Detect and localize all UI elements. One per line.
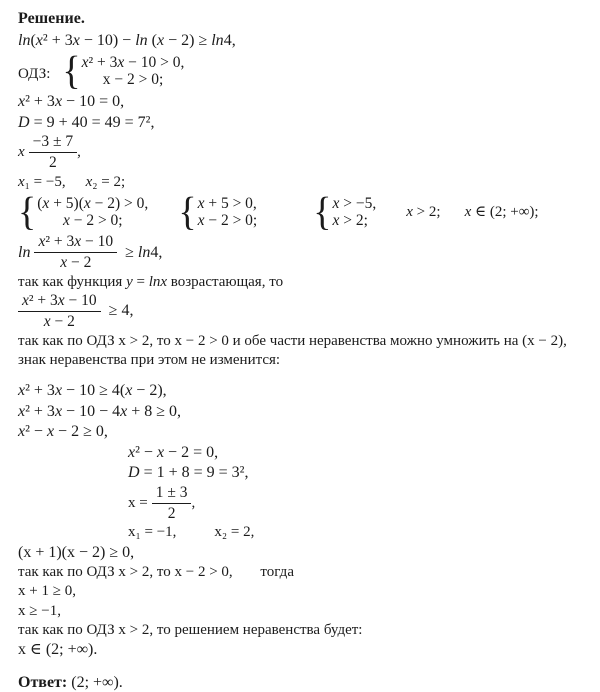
eq-initial: ln(x² + 3x − 10) − ln (x − 2) ≥ ln4,	[18, 31, 236, 49]
fraction-denominator: x − 2	[43, 312, 75, 330]
fraction-numerator: x² + 3x − 10	[34, 233, 117, 253]
frac-pre: x	[18, 144, 25, 161]
text-monotone	[18, 273, 596, 291]
fraction	[34, 233, 117, 272]
fraction-denominator: 2	[49, 153, 57, 171]
systems-row	[18, 189, 596, 235]
eq-lin1: x + 1 ≥ 0,	[18, 583, 76, 600]
eq-roots1-frac	[18, 133, 596, 172]
sysB-row2: x − 2 > 0;	[197, 211, 258, 229]
left-brace: {	[62, 48, 81, 94]
root-x1: x₁ = −5,	[18, 173, 66, 190]
root-x2: x₂ = 2,	[214, 524, 255, 541]
eq-ineq2: x² + 3x − 10 − 4x + 8 ≥ 0,	[18, 402, 182, 420]
text-multiply-2: знак неравенства при этом не изменится:	[18, 351, 281, 368]
eq-ln-fraction	[18, 233, 596, 272]
text-odz-then	[18, 563, 596, 581]
frac-post: ,	[77, 144, 81, 161]
fraction	[18, 292, 101, 331]
eq-quad2: x² − x − 2 = 0,	[128, 443, 219, 461]
text-part: так как функция	[18, 273, 127, 290]
answer-value: (2; +∞).	[71, 673, 123, 691]
fraction-numerator: x² + 3x − 10	[18, 292, 101, 312]
solution-heading: Решение.	[18, 10, 85, 27]
text-part: так как по ОДЗ x > 2, то x − 2 > 0,	[18, 564, 233, 581]
frac-pre: x =	[128, 494, 148, 511]
conclusion-inequality: x > 2;	[406, 203, 441, 220]
answer-line	[18, 673, 596, 692]
left-brace: {	[313, 189, 332, 235]
math-part: y = lnx	[126, 273, 168, 290]
eq-fraction-ge4	[18, 292, 596, 331]
root-x1: x₁ = −1,	[128, 524, 177, 541]
fraction-numerator: −3 ± 7	[29, 133, 78, 153]
eq-lin2: x ≥ −1,	[18, 602, 61, 619]
system-linear	[178, 189, 258, 235]
fraction-denominator: x − 2	[60, 253, 92, 271]
eq-disc2: D = 1 + 8 = 9 = 3²,	[128, 464, 249, 482]
eq-disc1: D = 9 + 40 = 49 = 7²,	[18, 113, 155, 131]
fraction	[29, 133, 78, 172]
sysC-row2: x > 2;	[332, 211, 368, 229]
eq-roots2-frac	[128, 484, 596, 523]
left-brace: {	[18, 189, 37, 235]
fraction	[152, 484, 192, 523]
fraction-denominator: 2	[167, 504, 176, 522]
sysA-row2: x − 2 > 0;	[62, 211, 123, 229]
system-simplified	[313, 189, 377, 235]
sysC-row1: x > −5,	[332, 194, 377, 212]
eq-roots1	[18, 173, 596, 191]
sysA-row1: (x + 5)(x − 2) > 0,	[37, 194, 149, 212]
text-multiply-1: так как по ОДЗ x > 2, то x − 2 > 0 и обе части неравенства можно умножить на (x − 2),	[18, 332, 567, 349]
text-part: возрастающая, то	[167, 273, 284, 290]
frac-post: ≥ 4,	[108, 302, 134, 320]
left-brace: {	[178, 189, 197, 235]
frac-post: ,	[191, 494, 196, 511]
odz-label: ОДЗ:	[18, 65, 51, 82]
root-x2: x₂ = 2;	[85, 173, 126, 190]
odz-row2: x − 2 > 0;	[102, 71, 164, 89]
eq-solution-interval: x ∈ (2; +∞).	[18, 641, 98, 659]
fraction-numerator: 1 ± 3	[152, 484, 192, 504]
text-odz-solution: так как по ОДЗ x > 2, то решением неравенства будет:	[18, 622, 363, 639]
eq-quad1: x² + 3x − 10 = 0,	[18, 93, 125, 111]
eq-ineq3: x² − x − 2 ≥ 0,	[18, 423, 108, 441]
indented-block	[128, 443, 596, 542]
answer-label: Ответ:	[18, 673, 68, 691]
sysB-row1: x + 5 > 0,	[197, 194, 257, 212]
ln-label: ln	[18, 243, 31, 261]
conclusion-interval: x ∈ (2; +∞);	[464, 203, 539, 220]
text-then: тогда	[260, 564, 294, 581]
frac-post: ≥ ln4,	[125, 243, 163, 261]
odz-system	[18, 48, 596, 94]
eq-roots2	[128, 523, 596, 541]
system-factored	[18, 189, 149, 235]
odz-row1: x² + 3x − 10 > 0,	[81, 53, 185, 71]
eq-factored: (x + 1)(x − 2) ≥ 0,	[18, 543, 135, 561]
eq-ineq1: x² + 3x − 10 ≥ 4(x − 2),	[18, 382, 167, 400]
